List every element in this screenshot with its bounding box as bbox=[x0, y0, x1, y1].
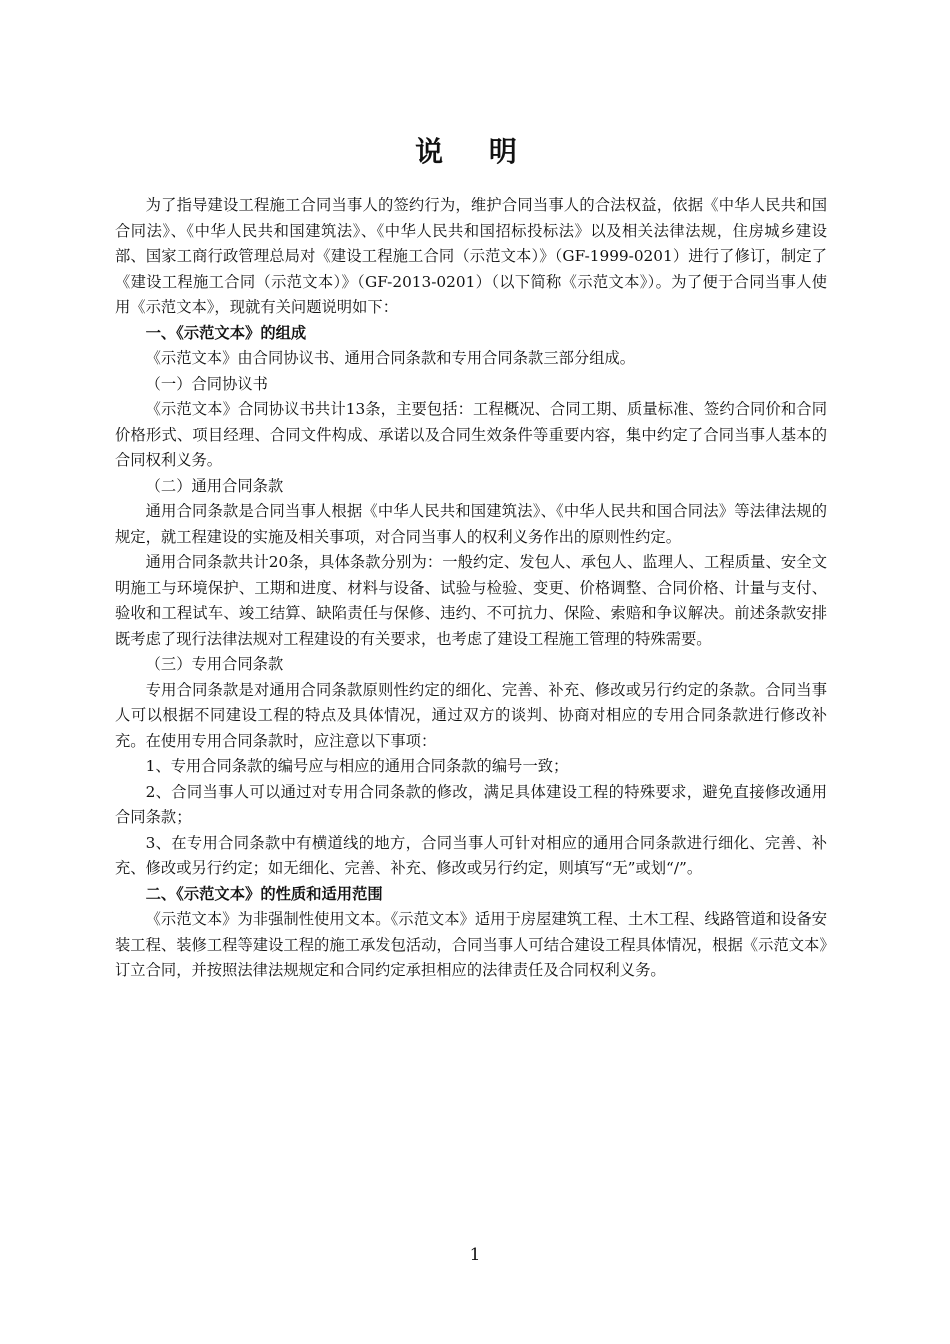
general-clauses-paragraph-1: 通用合同条款是合同当事人根据《中华人民共和国建筑法》、《中华人民共和国合同法》等法律法规的规定，就工程建设的实施及相关事项，对合同当事人的权利义务作出的原则性约定。 bbox=[115, 502, 827, 546]
subsection-heading-special-clauses: （三）专用合同条款 bbox=[145, 655, 284, 673]
section-heading-nature-scope: 二、《示范文本》的性质和适用范围 bbox=[145, 884, 383, 903]
composition-paragraph: 《示范文本》由合同协议书、通用合同条款和专用合同条款三部分组成。 bbox=[145, 349, 636, 367]
special-clauses-item-2: 2、合同当事人可以通过对专用合同条款的修改，满足具体建设工程的特殊要求，避免直接修改通用合同条款； bbox=[115, 782, 827, 826]
nature-scope-paragraph: 《示范文本》为非强制性使用文本。《示范文本》适用于房屋建筑工程、土木工程、线路管道和设备安装工程、装修工程等建设工程的施工承发包活动，合同当事人可结合建设工程具体情况，根据《示范文本》订立合同，并按照法律法规规定和合同约定承担相应的法律责任及合同权利义务。 bbox=[115, 910, 827, 979]
general-clauses-paragraph-2: 通用合同条款共计20条，具体条款分别为：一般约定、发包人、承包人、监理人、工程质量、安全文明施工与环境保护、工期和进度、材料与设备、试验与检验、变更、价格调整、合同价格、计量与支付、验收和工程试车、竣工结算、缺陷责任与保修、违约、不可抗力、保险、索赔和争议解决。前述条款安排既考虑了现行法律法规对工程建设的有关要求，也考虑了建设工程施工管理的特殊需要。 bbox=[115, 553, 827, 648]
section-heading-composition: 一、《示范文本》的组成 bbox=[145, 323, 307, 342]
intro-paragraph: 为了指导建设工程施工合同当事人的签约行为，维护合同当事人的合法权益，依据《中华人民共和国合同法》、《中华人民共和国建筑法》、《中华人民共和国招标投标法》以及相关法律法规，住房城乡建设部、国家工商行政管理总局对《建设工程施工合同（示范文本）》（GF-1999-0201）进行了修订，制定了《建设工程施工合同（示范文本）》（GF-2013-0201）（以下简称《示范文本》）。为了便于合同当事人使用《示范文本》，现就有关问题说明如下： bbox=[115, 196, 827, 316]
page-number: 1 bbox=[469, 1245, 481, 1265]
special-clauses-paragraph: 专用合同条款是对通用合同条款原则性约定的细化、完善、补充、修改或另行约定的条款。合同当事人可以根据不同建设工程的特点及具体情况，通过双方的谈判、协商对相应的专用合同条款进行修改补充。在使用专用合同条款时，应注意以下事项： bbox=[115, 680, 827, 750]
special-clauses-item-1: 1、专用合同条款的编号应与相应的通用合同条款的编号一致； bbox=[145, 757, 569, 775]
subsection-heading-general-clauses: （二）通用合同条款 bbox=[145, 476, 284, 495]
subsection-heading-agreement: （一）合同协议书 bbox=[145, 374, 268, 393]
document-body bbox=[115, 193, 827, 984]
agreement-paragraph: 《示范文本》合同协议书共计13条，主要包括：工程概况、合同工期、质量标准、签约合同价和合同价格形式、项目经理、合同文件构成、承诺以及合同生效条件等重要内容，集中约定了合同当事人基本的合同权利义务。 bbox=[115, 400, 827, 469]
special-clauses-item-3: 3、在专用合同条款中有横道线的地方，合同当事人可针对相应的通用合同条款进行细化、完善、补充、修改或另行约定；如无细化、完善、补充、修改或另行约定，则填写“无”或划“/”。 bbox=[115, 833, 827, 877]
page-title: 说 明 bbox=[415, 135, 535, 168]
